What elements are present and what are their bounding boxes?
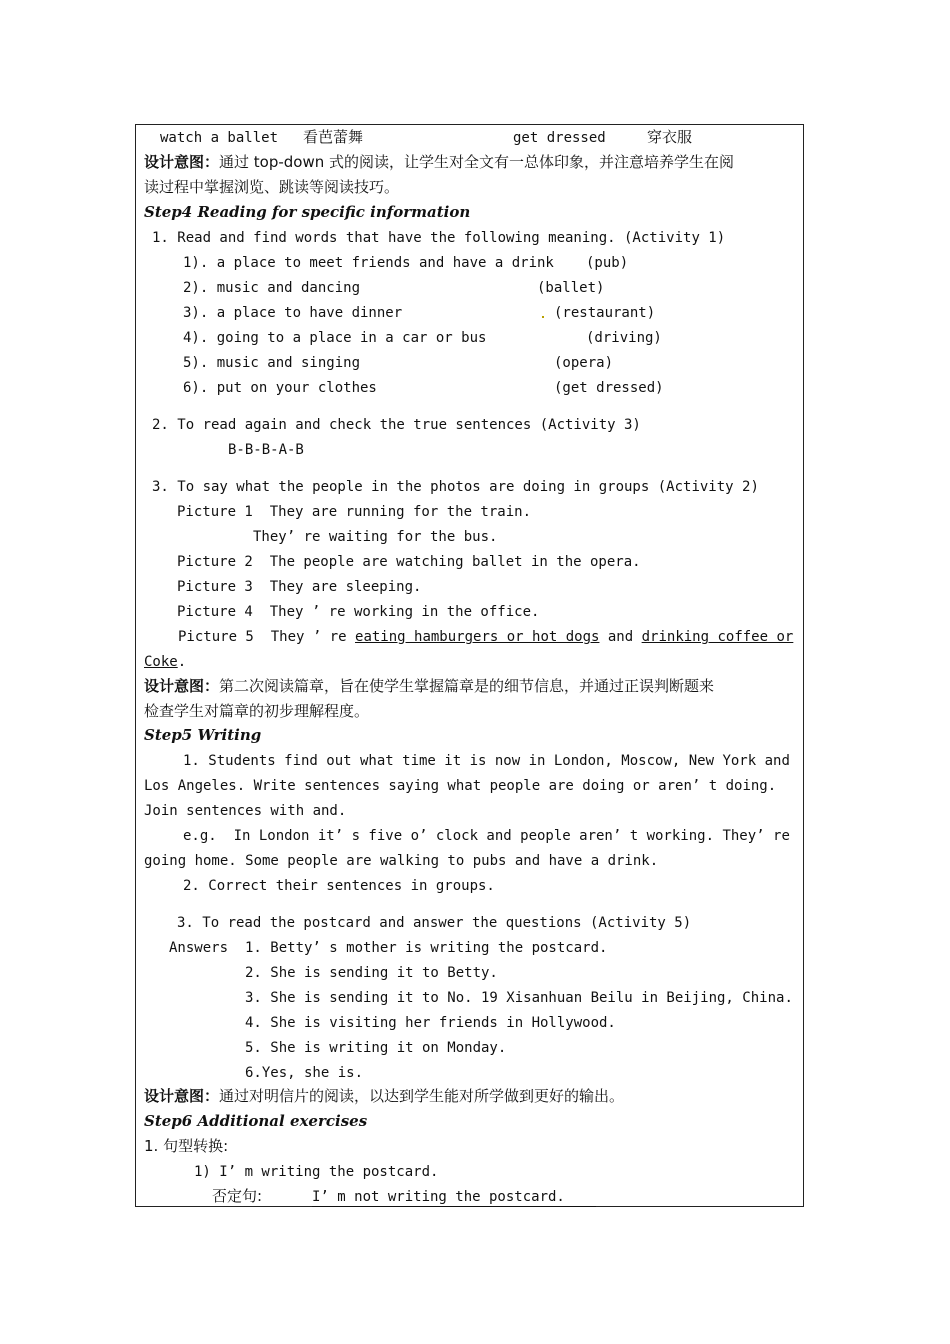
answer-4: 4. She is visiting her friends in Hollywood.	[245, 1015, 616, 1031]
meaning-answer-4: (driving)	[586, 330, 662, 346]
step5-task1-line2: Los Angeles. Write sentences saying what people are doing or aren’ t doing.	[144, 778, 777, 794]
answer-6: 6.Yes, she is.	[245, 1065, 364, 1081]
design-intent-text: 通过对明信片的阅读，以达到学生能对所学做到更好的输出。	[219, 1087, 625, 1105]
meaning-item-4: 4). going to a place in a car or bus	[183, 330, 487, 346]
meaning-item-3: 3). a place to have dinner	[183, 305, 403, 321]
picture-5	[178, 628, 793, 646]
negative-answer: I’ m not writing the postcard.	[312, 1188, 596, 1207]
answer-5: 5. She is writing it on Monday.	[245, 1040, 507, 1056]
picture-1-line2: They’ re waiting for the bus.	[253, 529, 498, 545]
stray-mark	[542, 316, 544, 318]
step4-task3: 3. To say what the people in the photos are doing in groups (Activity 2)	[152, 479, 759, 495]
negative-label: 否定句:	[212, 1187, 263, 1205]
meaning-item-5: 5). music and singing	[183, 355, 361, 371]
step4-heading: Step4 Reading for specific information	[144, 203, 471, 221]
meaning-answer-3: (restaurant)	[554, 305, 656, 321]
design-intent-label: 设计意图：	[144, 677, 220, 695]
step4-task1: 1. Read and find words that have the following meaning. (Activity 1)	[152, 230, 726, 246]
step5-example-line1: e.g. In London it’ s five o’ clock and people aren’ t working. They’ re	[183, 828, 790, 844]
design-intent-1-line2: 读过程中掌握浏览、跳读等阅读技巧。	[144, 178, 400, 196]
answer-3: 3. She is sending it to No. 19 Xisanhuan Beilu in Beijing, China.	[245, 990, 793, 1006]
picture-5-prefix: Picture 5 They ’ re	[178, 629, 356, 645]
picture-5-underlined-1: eating hamburgers or hot dogs	[355, 629, 600, 645]
picture-5-underlined-2: drinking coffee or	[641, 629, 794, 645]
picture-2: Picture 2 The people are watching ballet in the opera.	[177, 554, 641, 570]
step5-task3: 3. To read the postcard and answer the questions (Activity 5)	[177, 915, 692, 931]
design-intent-text: 通过 top-down 式的阅读，让学生对全文有一总体印象，并注意培养学生在阅	[219, 153, 735, 171]
picture-5-period: .	[177, 654, 187, 670]
vocab-watch-ballet-cn: 看芭蕾舞	[303, 128, 364, 146]
picture-3: Picture 3 They are sleeping.	[177, 579, 422, 595]
meaning-item-2: 2). music and dancing	[183, 280, 361, 296]
answers-label: Answers	[169, 940, 229, 956]
vocab-get-dressed: get dressed	[513, 130, 606, 146]
vocab-get-dressed-cn: 穿衣服	[647, 128, 693, 146]
picture-5-middle: and	[599, 629, 642, 645]
step4-task2-answers: B-B-B-A-B	[228, 442, 304, 458]
picture-1-line1: Picture 1 They are running for the train.	[177, 504, 532, 520]
design-intent-label: 设计意图：	[144, 1087, 220, 1105]
vocab-watch-ballet: watch a ballet	[160, 130, 279, 146]
meaning-answer-6: (get dressed)	[554, 380, 664, 396]
meaning-answer-2: (ballet)	[537, 280, 605, 296]
step6-sentence-1: 1) I’ m writing the postcard.	[194, 1164, 439, 1180]
design-intent-text: 第二次阅读篇章，旨在使学生掌握篇章是的细节信息，并通过正误判断题来	[219, 677, 715, 695]
design-intent-1	[144, 153, 734, 171]
design-intent-2-line2: 检查学生对篇章的初步理解程度。	[144, 702, 370, 720]
answer-2: 2. She is sending it to Betty.	[245, 965, 498, 981]
meaning-item-1: 1). a place to meet friends and have a drink	[183, 255, 554, 271]
picture-4: Picture 4 They ’ re working in the office.	[177, 604, 540, 620]
design-intent-3	[144, 1087, 624, 1105]
step6-heading: Step6 Additional exercises	[144, 1112, 368, 1130]
step5-heading: Step5 Writing	[144, 726, 262, 744]
step4-task2: 2. To read again and check the true sentences (Activity 3)	[152, 417, 641, 433]
design-intent-label: 设计意图：	[144, 153, 220, 171]
picture-5-underlined-3: Coke	[144, 654, 178, 670]
step6-item-1: 1. 句型转换:	[144, 1137, 229, 1155]
picture-5-continued	[144, 653, 186, 671]
design-intent-2	[144, 677, 714, 695]
answer-1: 1. Betty’ s mother is writing the postcard.	[245, 940, 608, 956]
meaning-answer-1: (pub)	[586, 255, 629, 271]
step5-task1-line3: Join sentences with and.	[144, 803, 347, 819]
meaning-answer-5: (opera)	[554, 355, 614, 371]
step5-task1-line1: 1. Students find out what time it is now in London, Moscow, New York and	[183, 753, 790, 769]
meaning-item-6: 6). put on your clothes	[183, 380, 377, 396]
step5-task2: 2. Correct their sentences in groups.	[183, 878, 495, 894]
step5-example-line2: going home. Some people are walking to pubs and have a drink.	[144, 853, 659, 869]
